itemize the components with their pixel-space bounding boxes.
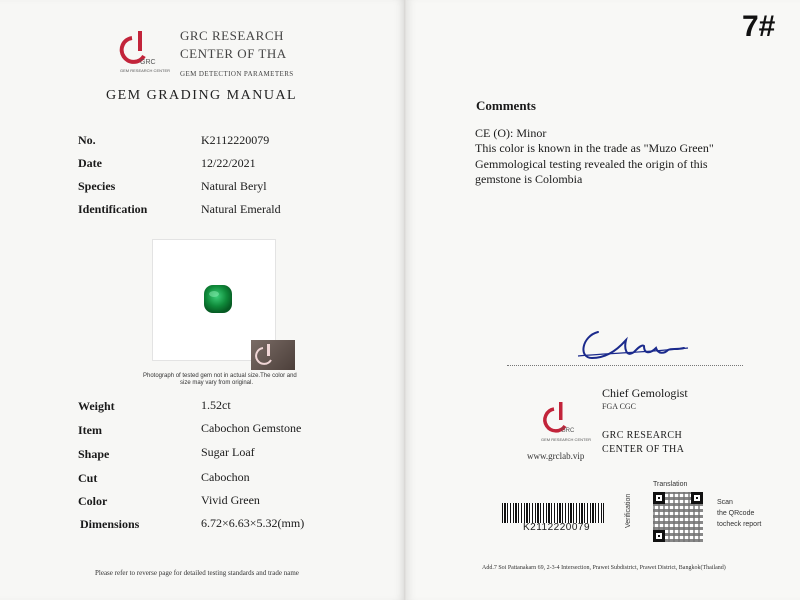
detail-label-identification: Identification xyxy=(78,202,148,216)
comment-line-4: gemstone is Colombia xyxy=(475,172,583,186)
detail-value-item: Cabochon Gemstone xyxy=(201,421,302,435)
org-name-line1: GRC RESEARCH xyxy=(180,28,284,43)
detail-label-no: No. xyxy=(78,133,96,147)
comment-line-2: This color is known in the trade as "Muzo Green" xyxy=(475,141,714,155)
signature-line xyxy=(507,365,743,366)
logo-small-under-text: GEM RESEARCH CENTER xyxy=(541,437,592,442)
scan-line-1: Scan xyxy=(717,499,733,506)
detail-label-item: Item xyxy=(78,423,102,437)
comments-heading: Comments xyxy=(476,98,536,113)
detail-label-shape: Shape xyxy=(78,447,110,461)
detail-value-identification: Natural Emerald xyxy=(201,202,281,216)
comment-line-1: CE (O): Minor xyxy=(475,126,547,140)
corner-label: 7# xyxy=(742,10,776,43)
logo-mark-text: GRC xyxy=(140,59,156,66)
detail-label-weight: Weight xyxy=(78,399,115,413)
signature-image xyxy=(572,318,692,366)
comment-line-3: Gemmological testing revealed the origin of this xyxy=(475,157,708,171)
left-footer-note: Please refer to reverse page for detailed testing standards and trade name xyxy=(95,569,299,577)
seal-stamp xyxy=(251,340,295,370)
report-barcode xyxy=(502,503,604,523)
detail-value-no: K2112220079 xyxy=(201,133,270,147)
website-link[interactable]: www.grclab.vip xyxy=(527,451,585,461)
detail-label-color: Color xyxy=(78,494,108,508)
org-name-line2: CENTER OF THA xyxy=(180,46,287,61)
photo-caption-line2: size may vary from original. xyxy=(180,380,254,386)
detail-label-cut: Cut xyxy=(78,471,98,485)
address-footer: Add.7 Soi Pattanakarn 69, 2-3-4 Intersection, Prawet Subdistrict, Prawet District, Bangkok(Thailand) xyxy=(482,565,726,571)
page-fold xyxy=(404,0,407,600)
scan-line-2: the QRcode xyxy=(717,510,755,517)
certificate-right-page xyxy=(407,0,800,600)
detail-label-species: Species xyxy=(78,179,116,193)
detail-value-cut: Cabochon xyxy=(201,470,250,484)
logo-under-text: GEM RESEARCH CENTER xyxy=(120,68,171,73)
translation-label: Translation xyxy=(653,481,688,488)
detection-subtitle: GEM DETECTION PARAMETERS xyxy=(180,70,294,78)
detail-label-dimensions: Dimensions xyxy=(80,517,140,531)
right-org-line1: GRC RESEARCH xyxy=(602,430,683,441)
photo-caption-line1: Photograph of tested gem not in actual size.The color and xyxy=(143,373,297,379)
barcode-number: K2112220079 xyxy=(523,522,591,533)
detail-value-weight: 1.52ct xyxy=(201,398,231,412)
signer-title: Chief Gemologist xyxy=(602,386,688,400)
detail-value-shape: Sugar Loaf xyxy=(201,445,255,459)
document-title: GEM GRADING MANUAL xyxy=(106,88,298,103)
emerald-gem-image xyxy=(201,282,235,316)
detail-value-date: 12/22/2021 xyxy=(201,156,256,170)
detail-value-color: Vivid Green xyxy=(201,493,260,507)
logo-small-mark-text: GRC xyxy=(561,428,575,434)
detail-value-dimensions: 6.72×6.63×5.32(mm) xyxy=(201,516,305,530)
detail-value-species: Natural Beryl xyxy=(201,179,267,193)
verification-label: Verification xyxy=(625,493,632,528)
grc-logo-small-icon xyxy=(541,400,581,436)
detail-label-date: Date xyxy=(78,156,102,170)
grc-logo-icon xyxy=(118,28,162,68)
signer-credentials: FGA CGC xyxy=(602,402,637,411)
scan-line-3: tocheck report xyxy=(717,521,762,528)
right-org-line2: CENTER OF THA xyxy=(602,444,685,455)
verification-qr-code[interactable] xyxy=(653,492,703,542)
